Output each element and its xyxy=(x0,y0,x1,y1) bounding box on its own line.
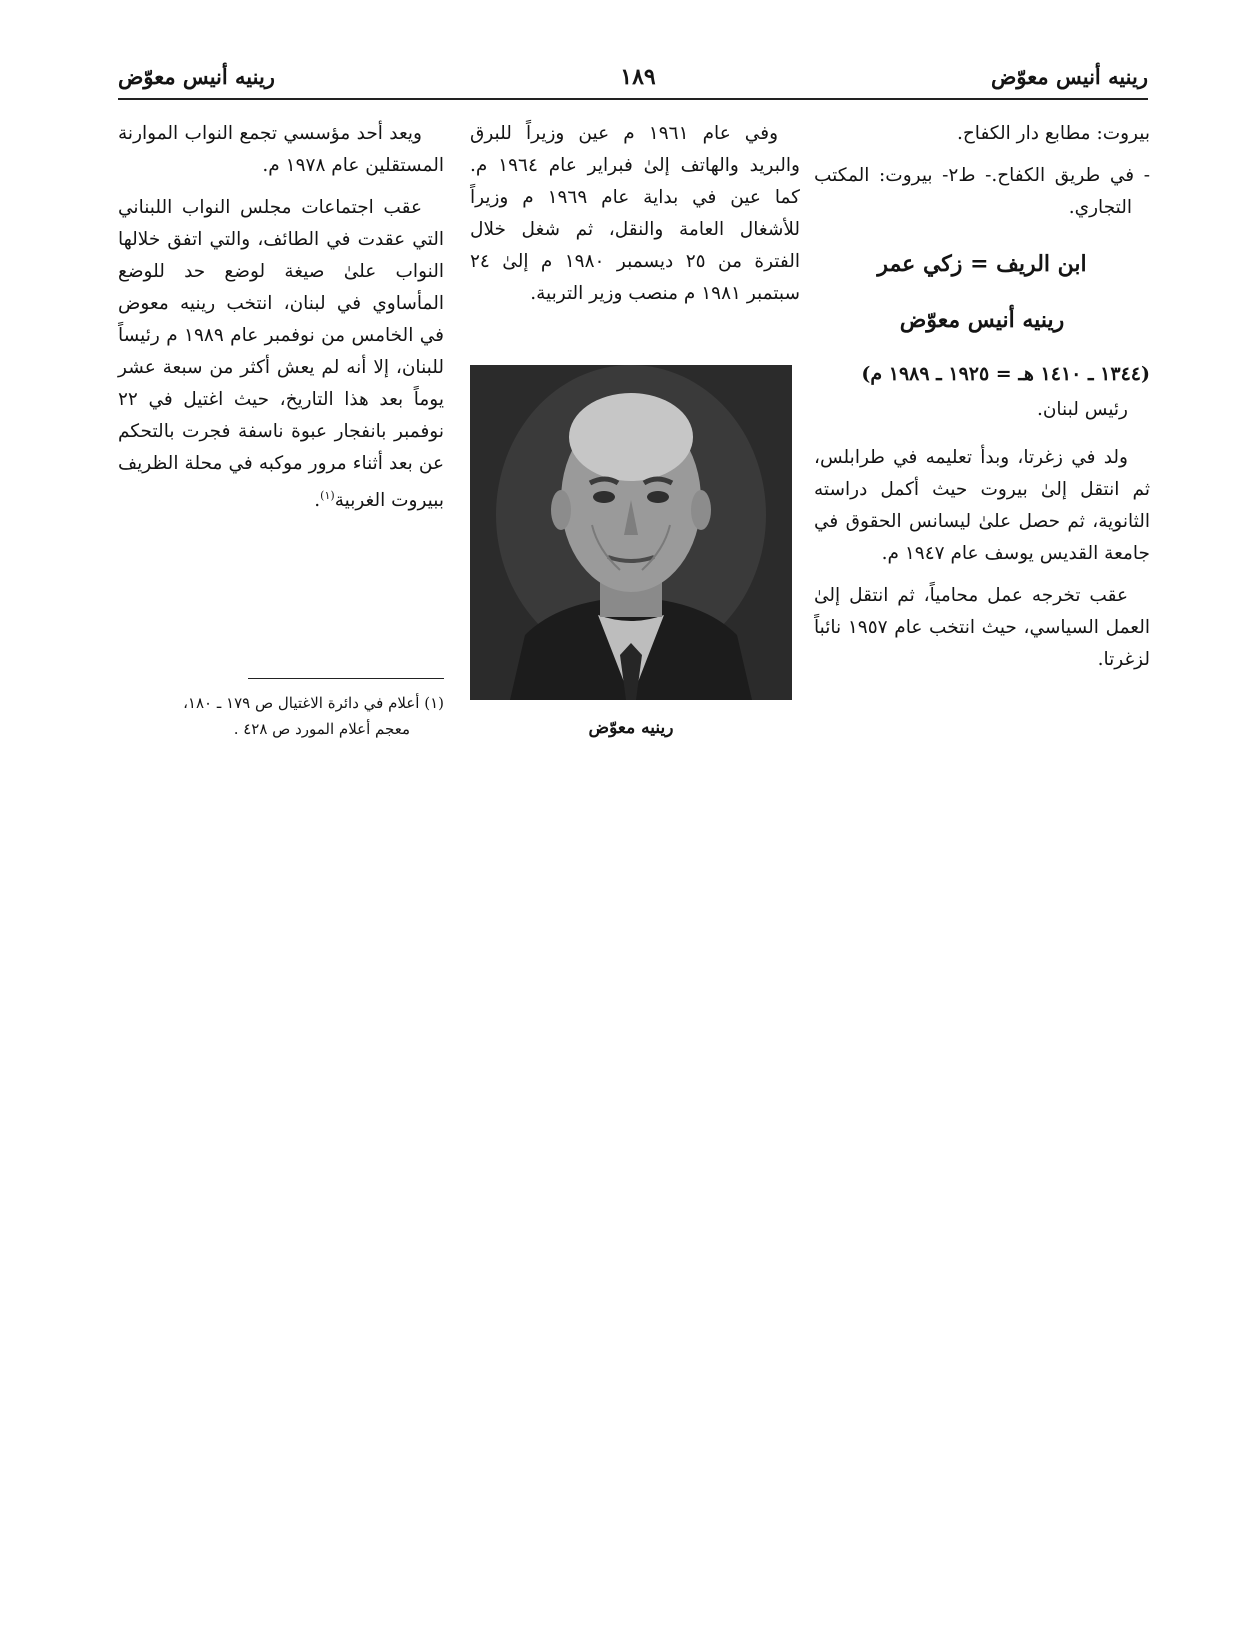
footnote xyxy=(118,690,444,742)
paragraph: عقب تخرجه عمل محامياً، ثم انتقل إلىٰ العمل السياسي، حيث انتخب عام ١٩٥٧ نائباً لزغرتا. xyxy=(814,585,1150,670)
middle-column xyxy=(470,118,800,320)
footnote-line: (١) أعلام في دائرة الاغتيال ص ١٧٩ ـ ١٨٠، xyxy=(183,694,444,712)
running-head-left: رينيه أنيس معوّض xyxy=(118,64,275,89)
paragraph: وفي عام ١٩٦١ م عين وزيراً للبرق والبريد والهاتف إلىٰ فبراير عام ١٩٦٤ م. كما عين في بداية عام ١٩٦٩ م وزيراً للأشغال العامة والنقل، ثم شغل خلال الفترة من ٢٥ ديسمبر ١٩٨٠ م إلىٰ ٢٤ سبتمبر ١٩٨١ م منصب وزير التربية. xyxy=(470,123,801,304)
crossref-heading: ابن الريف = زكي عمر xyxy=(877,251,1087,277)
portrait-image xyxy=(470,365,792,700)
entry-role: رئيس لبنان. xyxy=(1036,399,1128,420)
reference-line: بيروت: مطابع دار الكفاح. xyxy=(956,123,1150,144)
paragraph xyxy=(118,192,444,517)
portrait-photo xyxy=(470,365,792,700)
paragraph-end: . xyxy=(314,490,321,512)
entry-dates: (١٣٤٤ ـ ١٤١٠ هـ = ١٩٢٥ ـ ١٩٨٩ م) xyxy=(861,363,1150,385)
footnote-marker: (١) xyxy=(320,489,335,502)
paragraph-text: عقب اجتماعات مجلس النواب اللبناني التي عقدت في الطائف، والتي اتفق خلالها النواب علىٰ صيغة لوضع حد للوضع المأساوي في لبنان، انتخب رينيه معوض في الخامس من نوفمبر عام ١٩٨٩ م رئيساً للبنان، إلا أنه لم يعش أكثر من سبعة عشر يوماً بعد هذا التاريخ، حيث اغتيل في ٢٢ نوفمبر بانفجار عبوة ناسفة فجرت بالتحكم عن بعد أثناء مرور موكبه في محلة الظريف ببيروت الغربية xyxy=(118,197,444,512)
photo-caption: رينيه معوّض xyxy=(588,718,674,738)
running-head-right: رينيه أنيس معوّض xyxy=(991,64,1148,89)
paragraph: ويعد أحد مؤسسي تجمع النواب الموارنة المستقلين عام ١٩٧٨ م. xyxy=(118,123,444,176)
reference-line: - في طريق الكفاح.- ط٢- بيروت: المكتب التجاري. xyxy=(814,160,1150,224)
footnote-line: معجم أعلام المورد ص ٤٢٨ . xyxy=(233,720,410,738)
entry-title: رينيه أنيس معوّض xyxy=(899,307,1065,333)
left-column xyxy=(118,118,444,527)
footnote-rule xyxy=(248,678,444,679)
page-number: ١٨٩ xyxy=(620,64,656,90)
header-rule xyxy=(118,98,1148,100)
page-header xyxy=(118,58,1148,98)
paragraph: ولد في زغرتا، وبدأ تعليمه في طرابلس، ثم انتقل إلىٰ بيروت حيث أكمل دراسته الثانوية، ثم حصل علىٰ ليسانس الحقوق في جامعة القديس يوسف عام ١٩٤٧ م. xyxy=(814,447,1150,564)
right-column xyxy=(814,118,1150,686)
